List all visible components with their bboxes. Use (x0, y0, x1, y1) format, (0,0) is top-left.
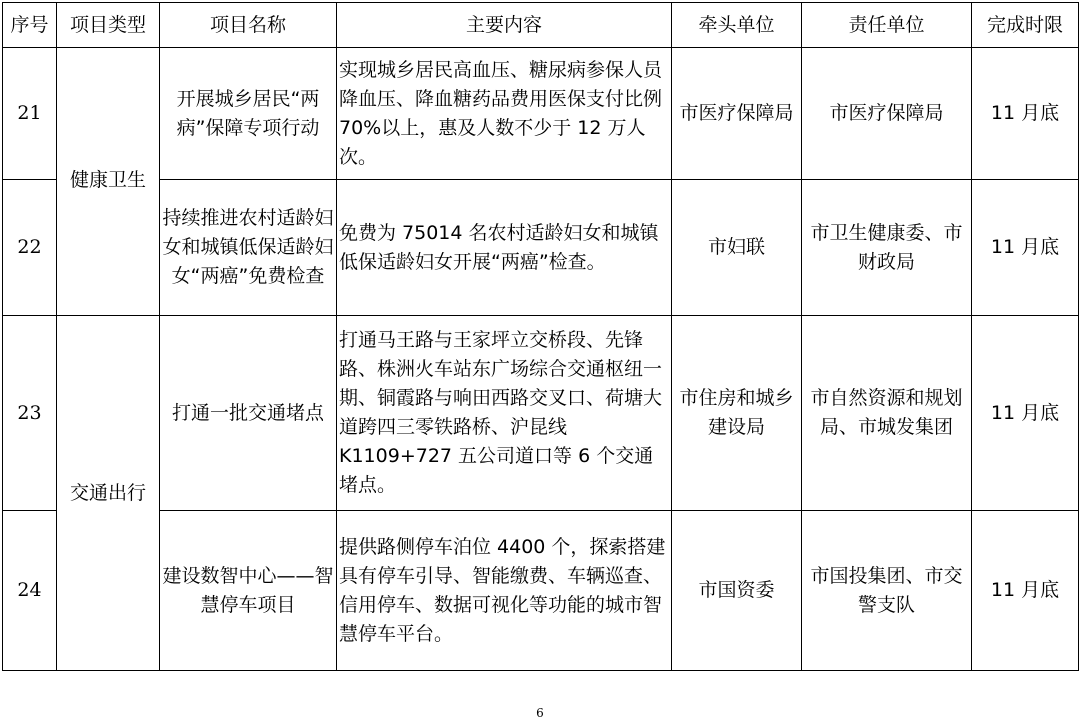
deadline-cell: 11 月底 (972, 316, 1079, 511)
lead-unit-cell: 市住房和城乡建设局 (672, 316, 802, 511)
main-content-cell: 实现城乡居民高血压、糖尿病参保人员降血压、降血糖药品费用医保支付比例 70%以上，惠及人数不少于 12 万人次。 (337, 48, 672, 180)
lead-unit-cell: 市国资委 (672, 511, 802, 671)
header-project-type: 项目类型 (57, 3, 160, 48)
responsible-unit-cell: 市医疗保障局 (802, 48, 972, 180)
project-table (2, 2, 1079, 671)
page-number: 6 (536, 706, 544, 720)
project-name-cell: 打通一批交通堵点 (160, 316, 337, 511)
project-name-cell: 持续推进农村适龄妇女和城镇低保适龄妇女“两癌”免费检查 (160, 180, 337, 316)
responsible-unit-cell: 市国投集团、市交警支队 (802, 511, 972, 671)
responsible-unit-cell: 市自然资源和规划局、市城发集团 (802, 316, 972, 511)
header-deadline: 完成时限 (972, 3, 1079, 48)
header-project-name: 项目名称 (160, 3, 337, 48)
table-row (3, 180, 1079, 316)
header-row (3, 3, 1079, 48)
deadline-cell: 11 月底 (972, 48, 1079, 180)
responsible-unit-cell: 市卫生健康委、市财政局 (802, 180, 972, 316)
header-serial-number: 序号 (3, 3, 57, 48)
table-row (3, 511, 1079, 671)
lead-unit-cell: 市医疗保障局 (672, 48, 802, 180)
project-name-cell: 建设数智中心——智慧停车项目 (160, 511, 337, 671)
row-serial-number: 21 (3, 48, 57, 180)
deadline-cell: 11 月底 (972, 180, 1079, 316)
row-serial-number: 22 (3, 180, 57, 316)
category-cell: 健康卫生 (57, 48, 160, 316)
category-cell: 交通出行 (57, 316, 160, 671)
table-row (3, 48, 1079, 180)
deadline-cell: 11 月底 (972, 511, 1079, 671)
row-serial-number: 23 (3, 316, 57, 511)
lead-unit-cell: 市妇联 (672, 180, 802, 316)
main-content-cell: 免费为 75014 名农村适龄妇女和城镇低保适龄妇女开展“两癌”检查。 (337, 180, 672, 316)
header-responsible-unit: 责任单位 (802, 3, 972, 48)
table-row (3, 316, 1079, 511)
row-serial-number: 24 (3, 511, 57, 671)
header-main-content: 主要内容 (337, 3, 672, 48)
project-name-cell: 开展城乡居民“两病”保障专项行动 (160, 48, 337, 180)
main-content-cell: 提供路侧停车泊位 4400 个，探索搭建具有停车引导、智能缴费、车辆巡查、信用停车、数据可视化等功能的城市智慧停车平台。 (337, 511, 672, 671)
main-content-cell: 打通马王路与王家坪立交桥段、先锋路、株洲火车站东广场综合交通枢纽一期、铜霞路与响田西路交叉口、荷塘大道跨四三零铁路桥、沪昆线 K1109+727 五公司道口等 6 个交通堵点。 (337, 316, 672, 511)
header-lead-unit: 牵头单位 (672, 3, 802, 48)
